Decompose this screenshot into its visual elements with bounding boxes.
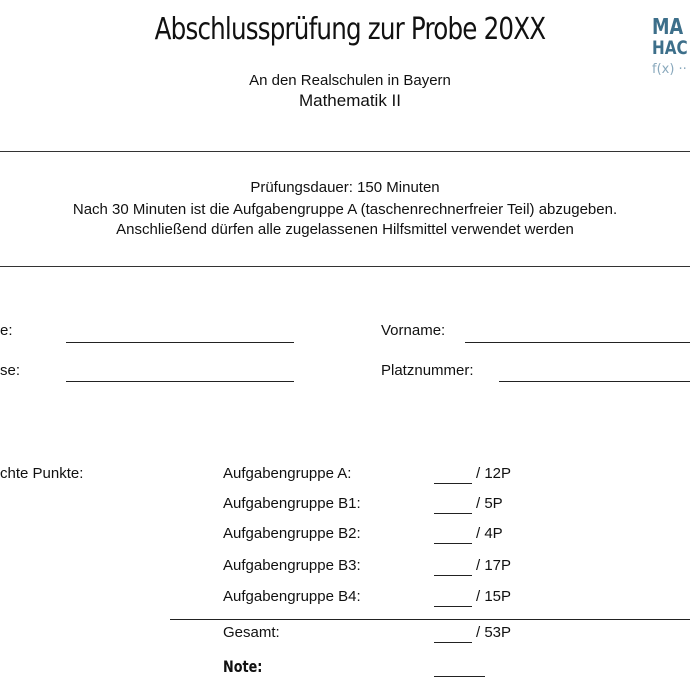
vorname-label: Vorname: [381, 322, 446, 339]
group-label-b4: Aufgabengruppe B4: [223, 588, 361, 605]
max-points-b4: / 15P [476, 588, 512, 605]
platz-label: Platznummer: [381, 362, 474, 379]
max-points-b3: / 17P [476, 557, 512, 574]
logo-line-1: MA [652, 18, 684, 40]
divider-top [0, 151, 690, 152]
grade-label: Note: [223, 657, 263, 676]
info-duration: Prüfungsdauer: 150 Minuten [250, 179, 440, 196]
info-submission: Nach 30 Minuten ist die Aufgabengruppe A (taschenrechnerfreier Teil) abzugeben. [72, 201, 618, 218]
points-blank-b1[interactable] [434, 513, 472, 514]
logo-line-2: HAC [652, 37, 688, 59]
points-label: chte Punkte: [0, 465, 84, 482]
group-label-b1: Aufgabengruppe B1: [223, 495, 361, 512]
name-label: e: [0, 322, 13, 339]
info-aids: Anschließend dürfen alle zugelassenen Hilfsmittel verwendet werden [116, 221, 574, 238]
exam-subject: Mathematik II [298, 91, 402, 110]
max-points-a: / 12P [476, 465, 512, 482]
divider-bottom [0, 266, 690, 267]
total-label: Gesamt: [223, 624, 280, 641]
exam-title: Abschlussprüfung zur Probe 20XX [154, 12, 546, 47]
points-blank-total[interactable] [434, 642, 472, 643]
sum-divider [170, 619, 690, 620]
logo-line-3: f(x) ·· [652, 62, 687, 77]
total-max-points: / 53P [476, 624, 512, 641]
points-blank-a[interactable] [434, 483, 472, 484]
max-points-b2: / 4P [476, 525, 503, 542]
exam-subtitle: An den Realschulen in Bayern [249, 72, 451, 89]
group-label-a: Aufgabengruppe A: [223, 465, 352, 482]
klasse-field[interactable] [66, 381, 294, 382]
name-field[interactable] [66, 342, 294, 343]
brand-logo [652, 18, 690, 77]
points-blank-b3[interactable] [434, 575, 472, 576]
points-blank-b2[interactable] [434, 543, 472, 544]
platz-field[interactable] [499, 381, 690, 382]
vorname-field[interactable] [465, 342, 690, 343]
group-label-b2: Aufgabengruppe B2: [223, 525, 361, 542]
grade-field[interactable] [434, 676, 485, 677]
points-blank-b4[interactable] [434, 606, 472, 607]
group-label-b3: Aufgabengruppe B3: [223, 557, 361, 574]
max-points-b1: / 5P [476, 495, 503, 512]
klasse-label: se: [0, 362, 21, 379]
